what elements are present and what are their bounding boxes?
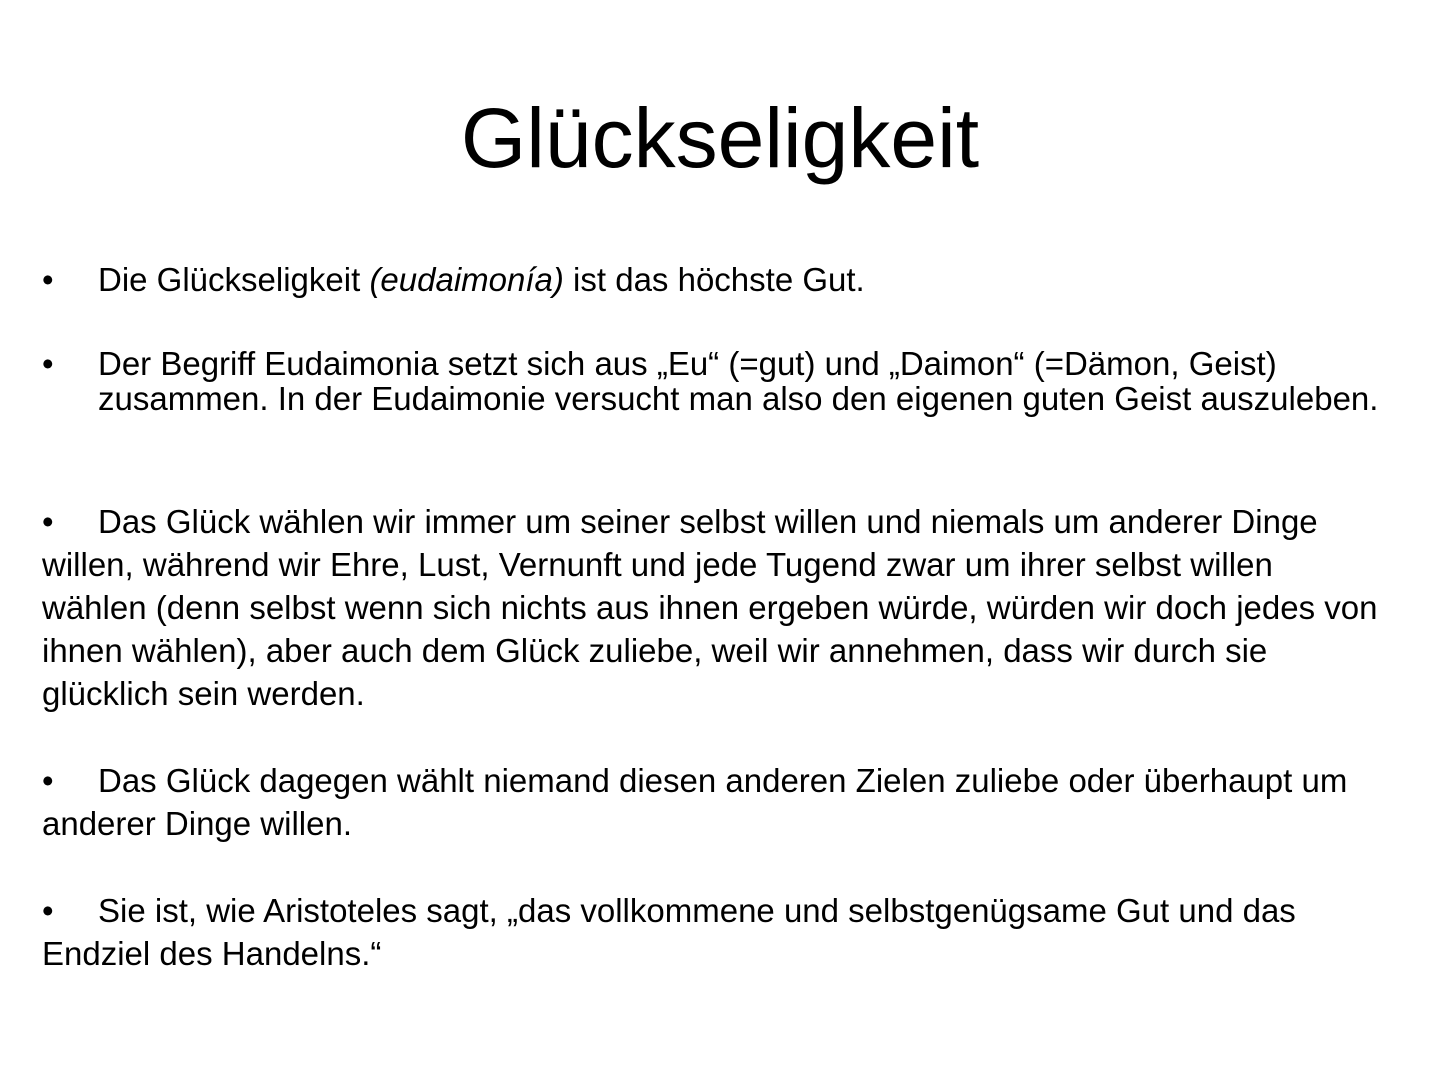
bullet-text-part: Die Glückseligkeit [98, 261, 370, 298]
bullet-text: Das Glück wählen wir immer um seiner selbst willen und niemals um anderer Dinge willen, während wir Ehre, Lust, Vernunft und jede Tugend zwar um ihrer selbst willen wählen (denn selbst wenn sich nichts aus ihnen ergeben würde, würden wir doch jedes von ihnen wählen), aber auch dem Glück zuliebe, weil wir annehmen, dass wir durch sie glücklich sein werden. [42, 503, 1378, 712]
bullet-icon: • [42, 345, 54, 382]
bullet-point-glueck-dagegen [42, 759, 1382, 845]
bullet-point-glueck-waehlen [42, 500, 1382, 715]
bullet-text: Sie ist, wie Aristoteles sagt, „das vollkommene und selbstgenügsame Gut und das Endziel des Handelns.“ [42, 892, 1296, 972]
bullet-text-part: ist das höchste Gut. [563, 261, 865, 298]
bullet-icon: • [42, 762, 54, 799]
slide-title: Glückseligkeit [460, 91, 980, 185]
bullet-text: Das Glück dagegen wählt niemand diesen anderen Zielen zuliebe oder überhaupt um anderer Dinge willen. [42, 762, 1348, 842]
bullet-point-begriff [42, 346, 1382, 416]
bullet-icon: • [42, 892, 54, 929]
bullet-text [98, 262, 1382, 298]
bullet-point-eudaimonia [42, 262, 1382, 298]
bullet-icon: • [42, 261, 54, 298]
bullet-text: Der Begriff Eudaimonia setzt sich aus „Eu“ (=gut) und „Daimon“ (=Dämon, Geist) zusammen. In der Eudaimonie versucht man also den eigenen guten Geist auszuleben. [98, 345, 1379, 417]
bullet-icon: • [42, 503, 54, 540]
bullet-text-italic: (eudaimonía) [369, 261, 564, 298]
bullet-point-aristoteles [42, 889, 1382, 975]
